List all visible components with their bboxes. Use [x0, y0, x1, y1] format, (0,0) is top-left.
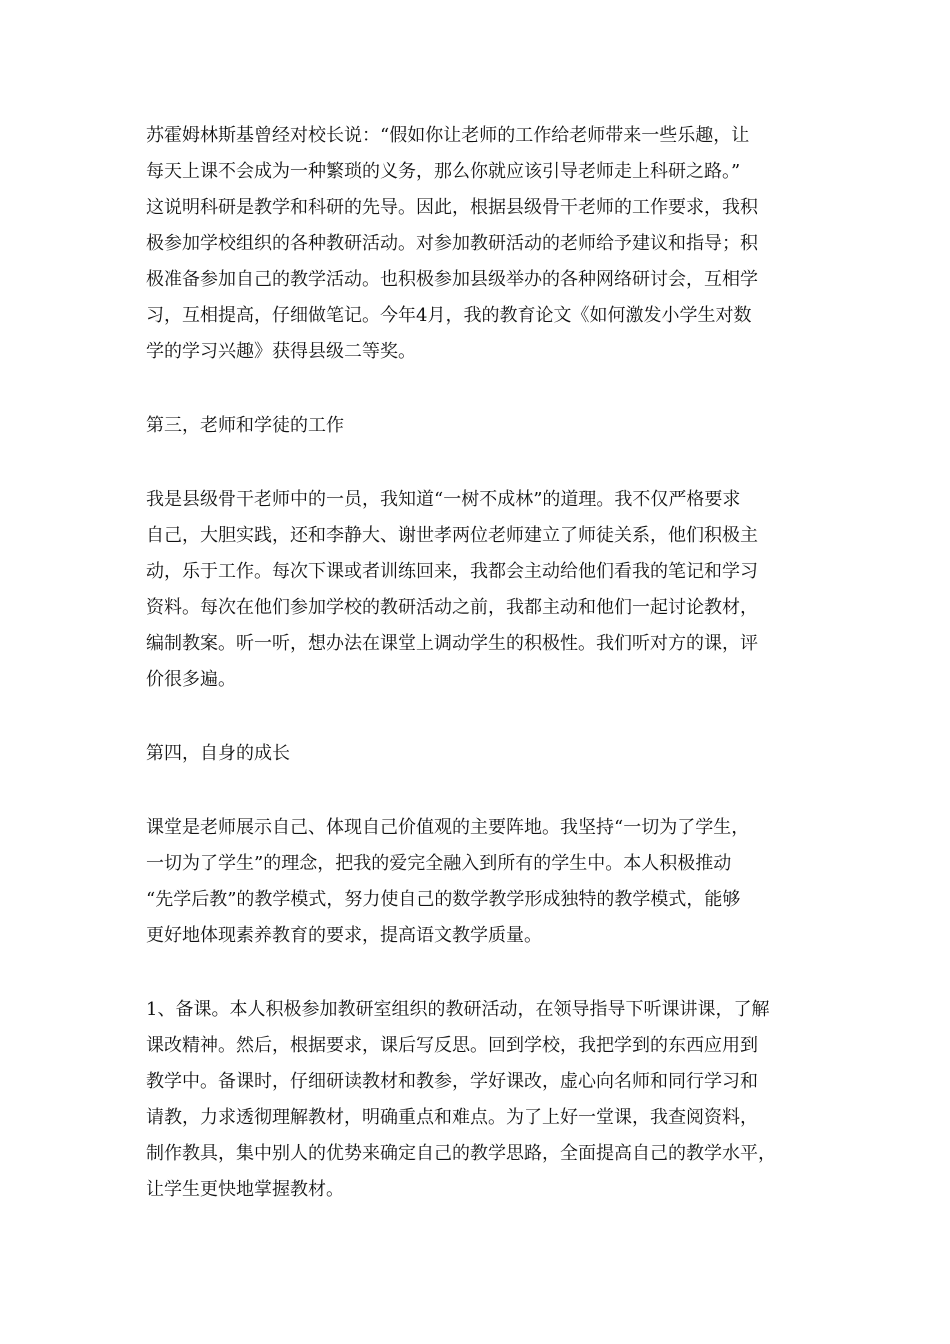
text-line: 让学生更快地掌握教材。: [146, 1179, 344, 1200]
text-line: 学的学习兴趣》获得县级二等奖。: [146, 341, 416, 362]
section-heading-third: [146, 408, 806, 444]
paragraph-gap: [146, 772, 806, 810]
text-line: “先学后教”的教学模式，努力使自己的数学教学形成独特的教学模式，能够: [146, 889, 741, 910]
text-line: 编制教案。听一听，想办法在课堂上调动学生的积极性。我们听对方的课，评: [146, 633, 758, 654]
text-line: 这说明科研是教学和科研的先导。因此，根据县级骨干老师的工作要求，我积: [146, 197, 758, 218]
text-line: 每天上课不会成为一种繁琐的义务，那么你就应该引导老师走上科研之路。”: [146, 161, 741, 182]
text-line: 请教，力求透彻理解教材，明确重点和难点。为了上好一堂课，我查阅资料，: [146, 1107, 758, 1128]
text-line: 极准备参加自己的教学活动。也积极参加县级举办的各种网络研讨会，互相学: [146, 269, 758, 290]
text-line: 苏霍姆林斯基曾经对校长说：“假如你让老师的工作给老师带来一些乐趣，让: [146, 125, 750, 146]
paragraph-classroom: [146, 810, 806, 954]
text-line: 资料。每次在他们参加学校的教研活动之前，我都主动和他们一起讨论教材，: [146, 597, 758, 618]
text-line: 一切为了学生”的理念，把我的爱完全融入到所有的学生中。本人积极推动: [146, 853, 732, 874]
text-line: 习，互相提高，仔细做笔记。今年4月，我的教育论文《如何激发小学生对数: [146, 305, 752, 326]
document-body: [146, 118, 806, 1208]
text-line: 价很多遍。: [146, 669, 236, 690]
paragraph-lesson-prep: [146, 992, 806, 1208]
text-line: 1、备课。本人积极参加教研室组织的教研活动，在领导指导下听课讲课，了解: [146, 999, 770, 1020]
text-line: 教学中。备课时，仔细研读教材和教参，学好课改，虚心向名师和同行学习和: [146, 1071, 758, 1092]
text-line: 我是县级骨干老师中的一员，我知道“一树不成林”的道理。我不仅严格要求: [146, 489, 741, 510]
text-line: 动，乐于工作。每次下课或者训练回来，我都会主动给他们看我的笔记和学习: [146, 561, 758, 582]
text-line: 课改精神。然后，根据要求，课后写反思。回到学校，我把学到的东西应用到: [146, 1035, 758, 1056]
section-heading-fourth: [146, 736, 806, 772]
paragraph-gap: [146, 444, 806, 482]
text-line: 制作教具，集中别人的优势来确定自己的教学思路，全面提高自己的教学水平，: [146, 1143, 776, 1164]
paragraph-research: [146, 118, 806, 370]
paragraph-gap: [146, 370, 806, 408]
heading-line: 第三，老师和学徒的工作: [146, 415, 344, 436]
paragraph-mentoring: [146, 482, 806, 698]
text-line: 极参加学校组织的各种教研活动。对参加教研活动的老师给予建议和指导；积: [146, 233, 758, 254]
text-line: 自己，大胆实践，还和李静大、谢世孝两位老师建立了师徒关系，他们积极主: [146, 525, 758, 546]
paragraph-gap: [146, 698, 806, 736]
text-line: 更好地体现素养教育的要求，提高语文教学质量。: [146, 925, 542, 946]
text-line: 课堂是老师展示自己、体现自己价值观的主要阵地。我坚持“一切为了学生，: [146, 817, 750, 838]
heading-line: 第四，自身的成长: [146, 743, 290, 764]
paragraph-gap: [146, 954, 806, 992]
